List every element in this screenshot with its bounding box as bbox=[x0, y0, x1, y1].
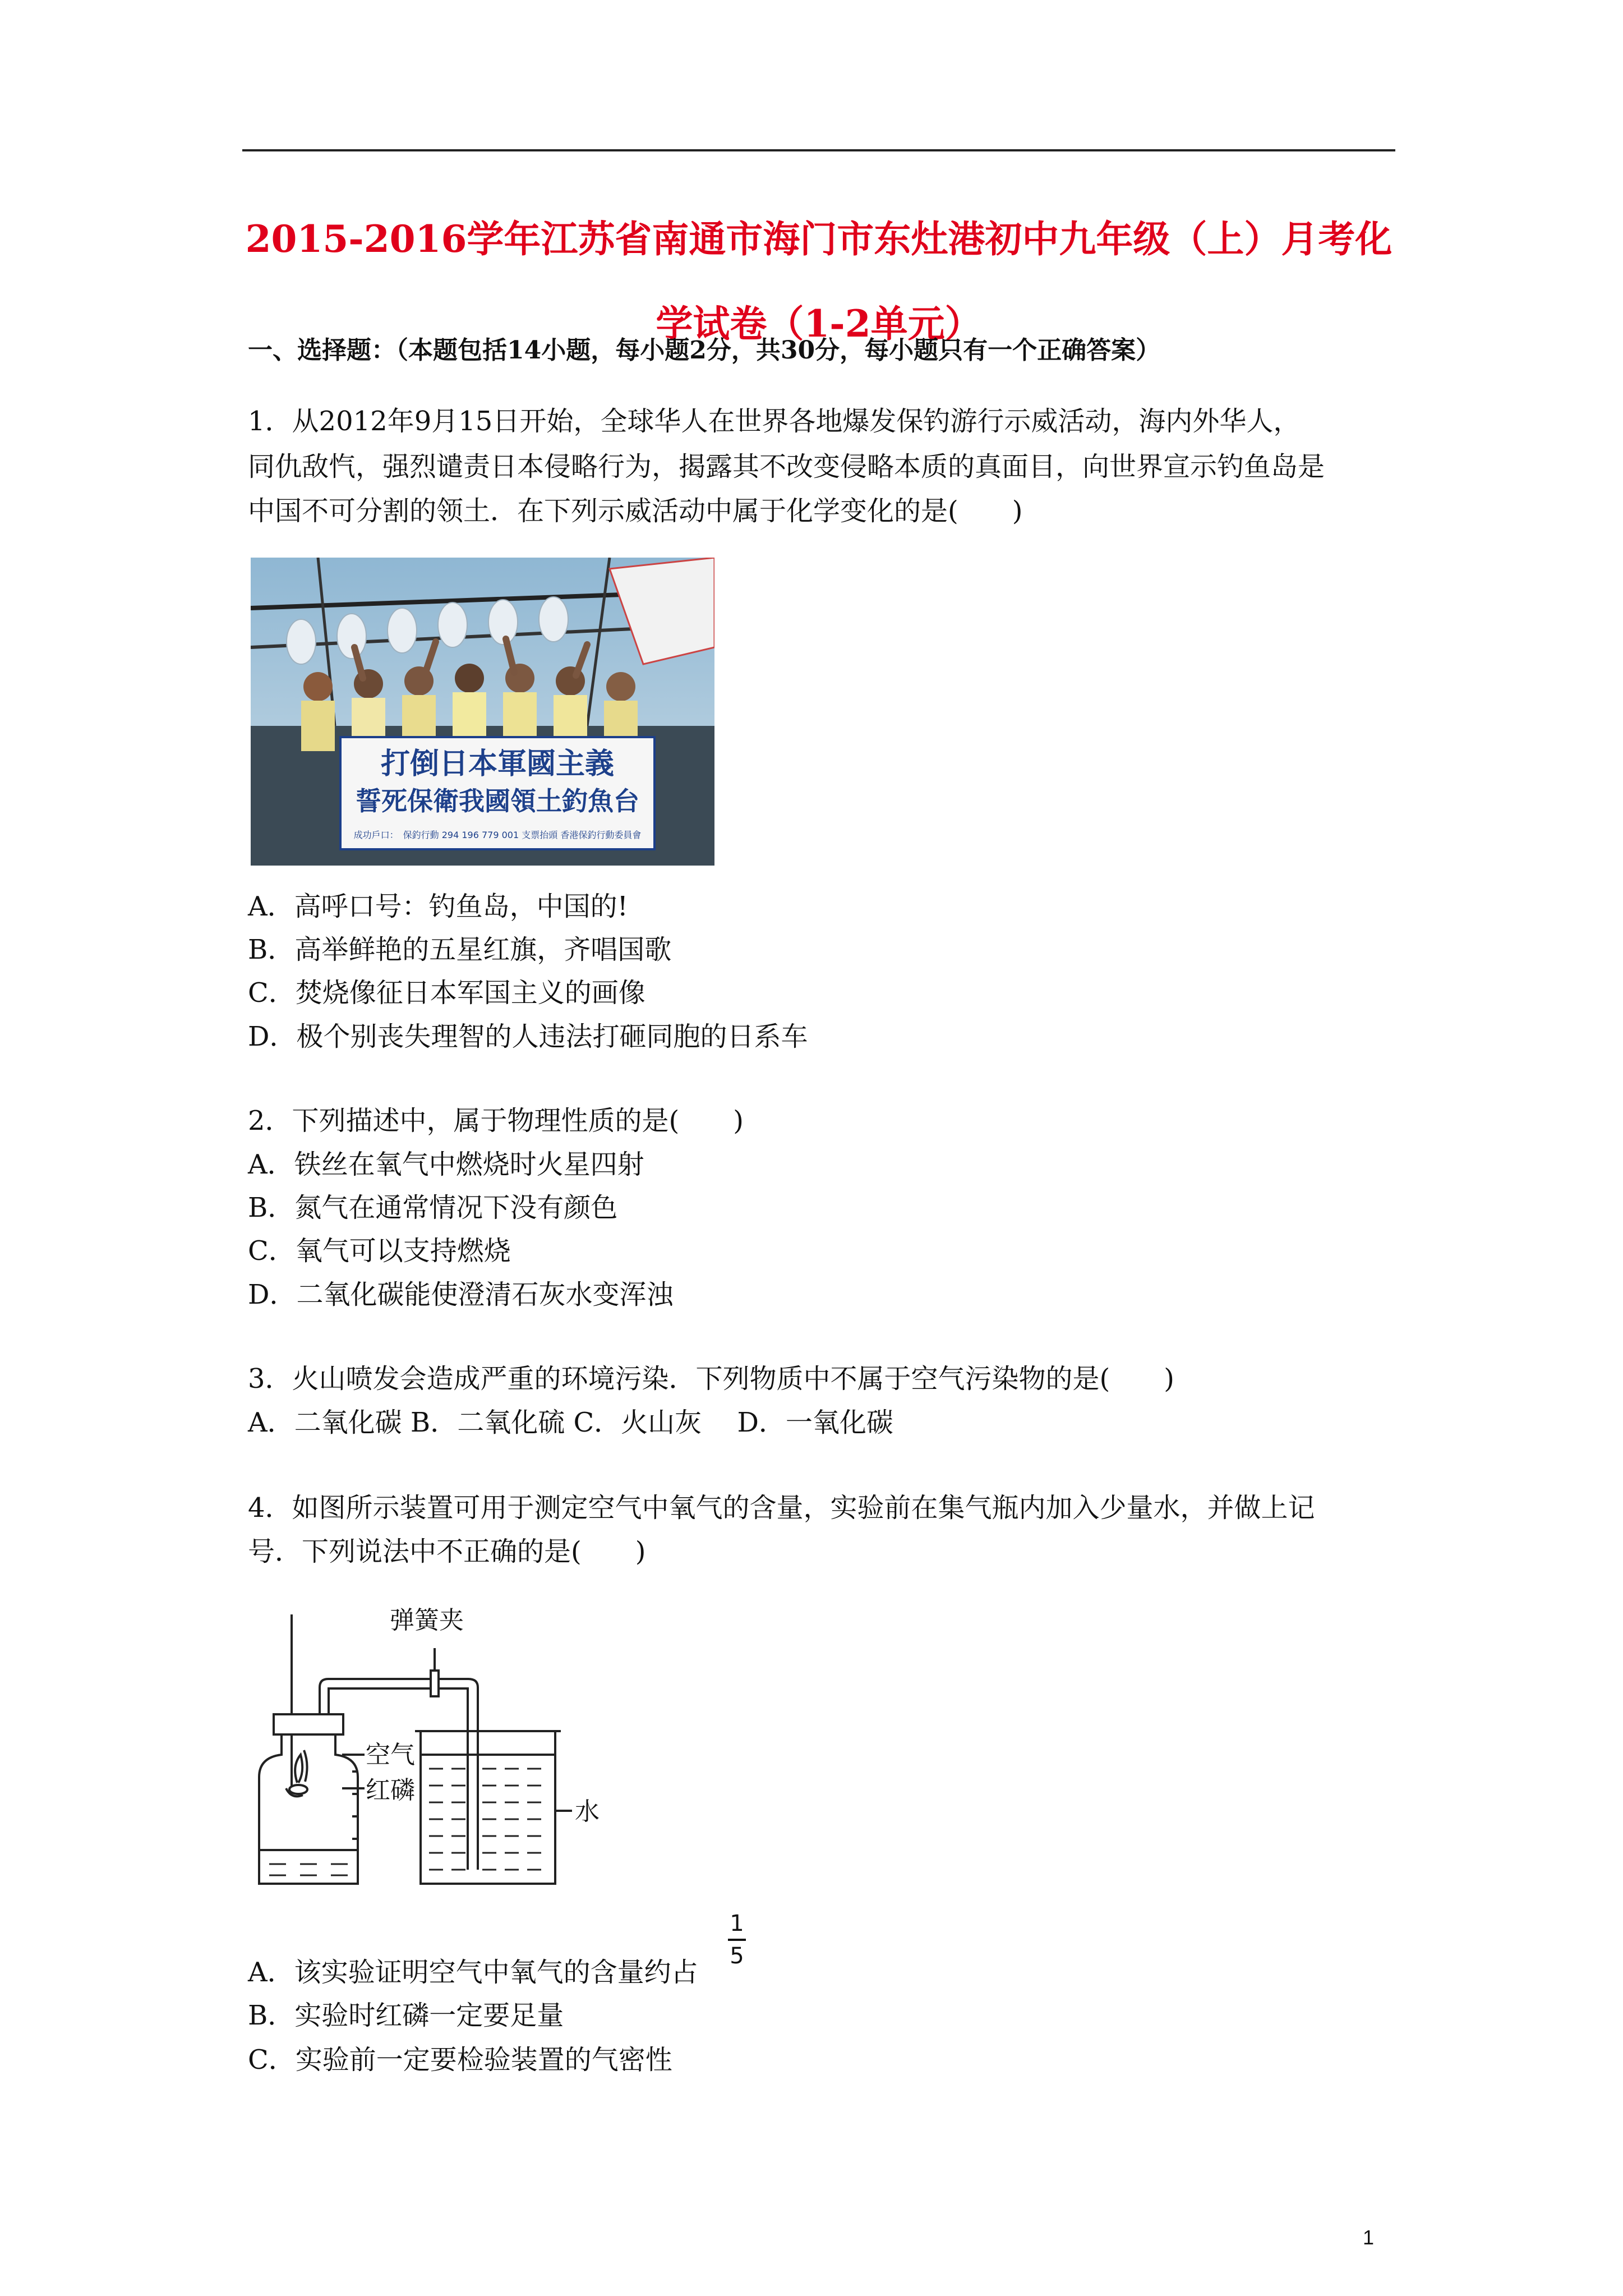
q1-option-a: A．高呼口号：钓鱼岛，中国的! bbox=[248, 891, 628, 922]
q2-option-d: D．二氧化碳能使澄清石灰水变浑浊 bbox=[248, 1279, 674, 1310]
banner-small-text: 成功戶口： 保釣行動 294 196 779 001 支票抬頭 香港保釣行動委員會 bbox=[353, 830, 642, 840]
q2-option-c: C．氧气可以支持燃烧 bbox=[248, 1235, 511, 1267]
q3-stem: 3．火山喷发会造成严重的环境污染．下列物质中不属于空气污染物的是( ) bbox=[248, 1363, 1174, 1395]
label-spring-clip: 弹簧夹 bbox=[390, 1606, 464, 1635]
q4-option-c: C．实验前一定要检验装置的气密性 bbox=[248, 2044, 672, 2076]
q1-stem-line1: 1．从2012年9月15日开始，全球华人在世界各地爆发保钓游行示威活动，海内外华人， bbox=[248, 406, 1301, 437]
label-air: 空气 bbox=[366, 1741, 415, 1769]
q2-option-a: A．铁丝在氧气中燃烧时火星四射 bbox=[248, 1149, 644, 1180]
q2-stem: 2．下列描述中，属于物理性质的是( ) bbox=[248, 1105, 744, 1137]
q3-options: A．二氧化碳 B．二氧化硫 C．火山灰 D．一氧化碳 bbox=[248, 1407, 893, 1438]
header-rule bbox=[242, 149, 1395, 151]
protest-photo bbox=[251, 558, 714, 866]
fraction-denominator: 5 bbox=[730, 1943, 744, 1969]
q2-option-b: B．氮气在通常情况下没有颜色 bbox=[248, 1192, 618, 1223]
exam-title-line2: 学试卷（1-2单元） bbox=[656, 302, 982, 346]
oxygen-apparatus-diagram bbox=[247, 1586, 617, 1889]
q1-option-d: D．极个别丧失理智的人违法打砸同胞的日系车 bbox=[248, 1021, 808, 1052]
page-number: 1 bbox=[1363, 2226, 1375, 2249]
fraction-one-fifth bbox=[726, 1910, 748, 1970]
q4-option-a: A．该实验证明空气中氧气的含量约占 bbox=[248, 1957, 698, 1988]
q1-option-c: C．焚烧像征日本军国主义的画像 bbox=[248, 977, 645, 1009]
q1-stem-line2: 同仇敌忾，强烈谴责日本侵略行为，揭露其不改变侵略本质的真面目，向世界宣示钓鱼岛是 bbox=[248, 451, 1325, 482]
banner-line2: 誓死保衛我國領土釣魚台 bbox=[356, 786, 639, 816]
q1-stem-line3: 中国不可分割的领土．在下列示威活动中属于化学变化的是( ) bbox=[248, 495, 1023, 527]
exam-title-line1: 2015-2016学年江苏省南通市海门市东灶港初中九年级（上）月考化 bbox=[245, 217, 1393, 261]
label-water: 水 bbox=[575, 1797, 600, 1826]
q4-option-b: B．实验时红磷一定要足量 bbox=[248, 2000, 564, 2031]
q1-option-b: B．高举鲜艳的五星红旗，齐唱国歌 bbox=[248, 934, 672, 965]
q4-stem-line2: 号．下列说法中不正确的是( ) bbox=[248, 1536, 646, 1567]
fraction-bar bbox=[728, 1939, 746, 1941]
q4-stem-line1: 4．如图所示装置可用于测定空气中氧气的含量，实验前在集气瓶内加入少量水，并做上记 bbox=[248, 1492, 1315, 1524]
label-red-phosphorus: 红磷 bbox=[366, 1776, 415, 1805]
section-heading: 一、选择题：（本题包括14小题，每小题2分，共30分，每小题只有一个正确答案） bbox=[248, 336, 1161, 365]
fraction-numerator: 1 bbox=[730, 1911, 744, 1936]
banner-line1: 打倒日本軍國主義 bbox=[380, 747, 615, 781]
